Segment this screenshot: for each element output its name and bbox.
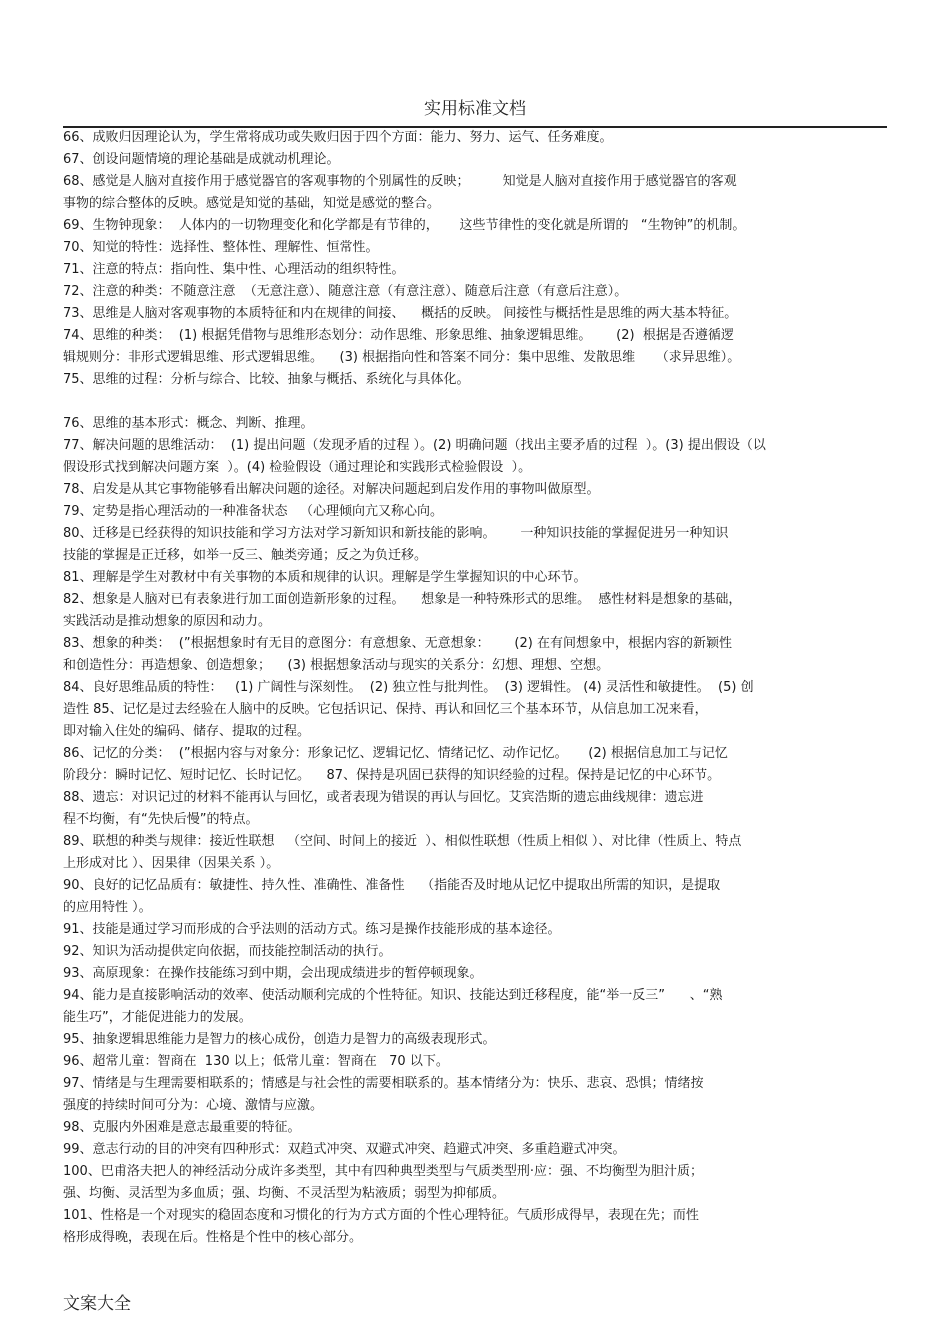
text-line: 80、迁移是已经获得的知识技能和学习方法对学习新知识和新技能的影响。 一种知识技能的掌握促进另一种知识 [63,526,729,541]
text-line: 78、启发是从其它事物能够看出解决问题的途径。对解决问题起到启发作用的事物叫做原型。 [63,482,600,497]
text-line: 90、良好的记忆品质有：敏捷性、持久性、准确性、准备性 （指能否及时地从记忆中提取出所需的知识，是提取 [63,878,721,893]
text-line: 和创造性分：再造想象、创造想象； (3) 根据想象活动与现实的关系分：幻想、理想、空想。 [63,658,610,673]
text-line: 84、良好思维品质的特性： (1) 广阔性与深刻性。 (2) 独立性与批判性。 (3) 逻辑性。 (4) 灵活性和敏捷性。 (5) 创 [63,680,754,695]
text-line: 88、遗忘：对识记过的材料不能再认与回忆，或者表现为错误的再认与回忆。艾宾浩斯的遗忘曲线规律：遗忘进 [63,790,704,805]
text-line: 89、联想的种类与规律：接近性联想 （空间、时间上的接近 ）、相似性联想（性质上相似 ）、对比律（性质上、特点 [63,834,742,849]
text-line: 能生巧”，才能促进能力的发展。 [63,1010,252,1025]
text-line: 强、均衡、灵活型为多血质；强、均衡、不灵活型为粘液质；弱型为抑郁质。 [63,1186,506,1201]
text-line: 81、理解是学生对教材中有关事物的本质和规律的认识。理解是学生掌握知识的中心环节。 [63,570,587,585]
text-line: 事物的综合整体的反映。感觉是知觉的基础，知觉是感觉的整合。 [63,196,441,211]
text-line: 91、技能是通过学习而形成的合乎法则的活动方式。练习是操作技能形成的基本途径。 [63,922,561,937]
text-line: 101、性格是一个对现实的稳固态度和习惯化的行为方式方面的个性心理特征。气质形成得早，表现在先；而性 [63,1208,699,1223]
text-line: 68、感觉是人脑对直接作用于感觉器官的客观事物的个别属性的反映； 知觉是人脑对直接作用于感觉器官的客观 [63,174,737,189]
text-line: 66、成败归因理论认为，学生常将成功或失败归因于四个方面：能力、努力、运气、任务难度。 [63,130,613,145]
text-line: 100、巴甫洛夫把人的神经活动分成许多类型，其中有四种典型类型与气质类型刑·应：强、不均衡型为胆汁质； [63,1164,703,1179]
text-line: 77、解决问题的思维活动： (1) 提出问题（发现矛盾的过程 ）。(2) 明确问题（找出主要矛盾的过程 ）。(3) 提出假设（以 [63,438,766,453]
text-line: 79、定势是指心理活动的一种准备状态 （心理倾向亢又称心向。 [63,504,443,519]
text-line: 辑规则分：非形式逻辑思维、形式逻辑思维。 (3) 根据指向性和答案不同分：集中思维、发散思维 （求异思维）。 [63,350,741,365]
text-line: 93、高原现象：在操作技能练习到中期，会出现成绩进步的暂停顿现象。 [63,966,483,981]
text-line: 阶段分：瞬时记忆、短时记忆、长时记忆。 87、保持是巩固已获得的知识经验的过程。保持是记忆的中心环节。 [63,768,721,783]
text-line: 96、超常儿童：智商在 130 以上；低常儿童：智商在 70 以下。 [63,1054,449,1069]
text-line: 74、思维的种类： (1) 根据凭借物与思维形态划分：动作思维、形象思维、抽象逻辑思维。 (2) 根据是否遵循逻 [63,328,734,343]
blank-line [63,391,887,413]
text-line: 76、思维的基本形式：概念、判断、推理。 [63,416,314,431]
text-line: 82、想象是人脑对已有表象进行加工面创造新形象的过程。 想象是一种特殊形式的思维。 感性材料是想象的基础， [63,592,742,607]
document-body [63,127,887,1249]
text-line: 83、想象的种类： (”根据想象时有无目的意图分：有意想象、无意想象： (2) 在有间想象中，根据内容的新颖性 [63,636,732,651]
text-line: 上形成对比 ）、因果律（因果关系 ）。 [63,856,280,871]
text-line: 69、生物钟现象： 人体内的一切物理变化和化学都是有节律的， 这些节律性的变化就是所谓的 “生物钟”的机制。 [63,218,746,233]
text-line: 99、意志行动的目的冲突有四种形式：双趋式冲突、双避式冲突、趋避式冲突、多重趋避式冲突。 [63,1142,626,1157]
text-line: 程不均衡，有“先快后慢”的特点。 [63,812,259,827]
text-line: 95、抽象逻辑思维能力是智力的核心成份，创造力是智力的高级表现形式。 [63,1032,496,1047]
document-footer-text: 文案大全 [63,1294,131,1314]
text-line: 67、创设问题情境的理论基础是成就动机理论。 [63,152,340,167]
text-line: 71、注意的特点：指向性、集中性、心理活动的组织特性。 [63,262,405,277]
text-line: 94、能力是直接影响活动的效率、使活动顺利完成的个性特征。知识、技能达到迁移程度，能“举一反三” 、“熟 [63,988,723,1003]
text-line: 技能的掌握是正迁移，如举一反三、触类旁通；反之为负迁移。 [63,548,428,563]
text-line: 格形成得晚，表现在后。性格是个性中的核心部分。 [63,1230,363,1245]
text-line: 假设形式找到解决问题方案 ）。(4) 检验假设（通过理论和实践形式检验假设 ）。 [63,460,532,475]
text-line: 97、情绪是与生理需要相联系的；情感是与社会性的需要相联系的。基本情绪分为：快乐、悲哀、恐惧；情绪按 [63,1076,704,1091]
text-line: 实践活动是推动想象的原因和动力。 [63,614,272,629]
text-line: 70、知觉的特性：选择性、整体性、理解性、恒常性。 [63,240,379,255]
text-line: 的应用特性 ）。 [63,900,152,915]
text-line: 92、知识为活动提供定向依据，而技能控制活动的执行。 [63,944,392,959]
text-line: 造性 85、记忆是过去经验在人脑中的反映。它包括识记、保持、再认和回忆三个基本环节，从信息加工况来看， [63,702,708,717]
text-line: 强度的持续时间可分为：心境、激情与应激。 [63,1098,324,1113]
text-line: 73、思维是人脑对客观事物的本质特征和内在规律的间接、 概括的反映。 间接性与概括性是思维的两大基本特征。 [63,306,738,321]
text-line: 72、注意的种类：不随意注意 （无意注意）、随意注意（有意注意）、随意后注意（有意后注意）。 [63,284,628,299]
text-line: 86、记忆的分类： (”根据内容与对象分：形象记忆、逻辑记忆、情绪记忆、动作记忆。 (2) 根据信息加工与记忆 [63,746,728,761]
text-line: 即对输入住处的编码、储存、提取的过程。 [63,724,311,739]
text-line: 98、克服内外困难是意志最重要的特征。 [63,1120,301,1135]
text-line: 75、思维的过程：分析与综合、比较、抽象与概括、系统化与具体化。 [63,372,470,387]
document-header-title: 实用标准文档 [63,96,887,128]
